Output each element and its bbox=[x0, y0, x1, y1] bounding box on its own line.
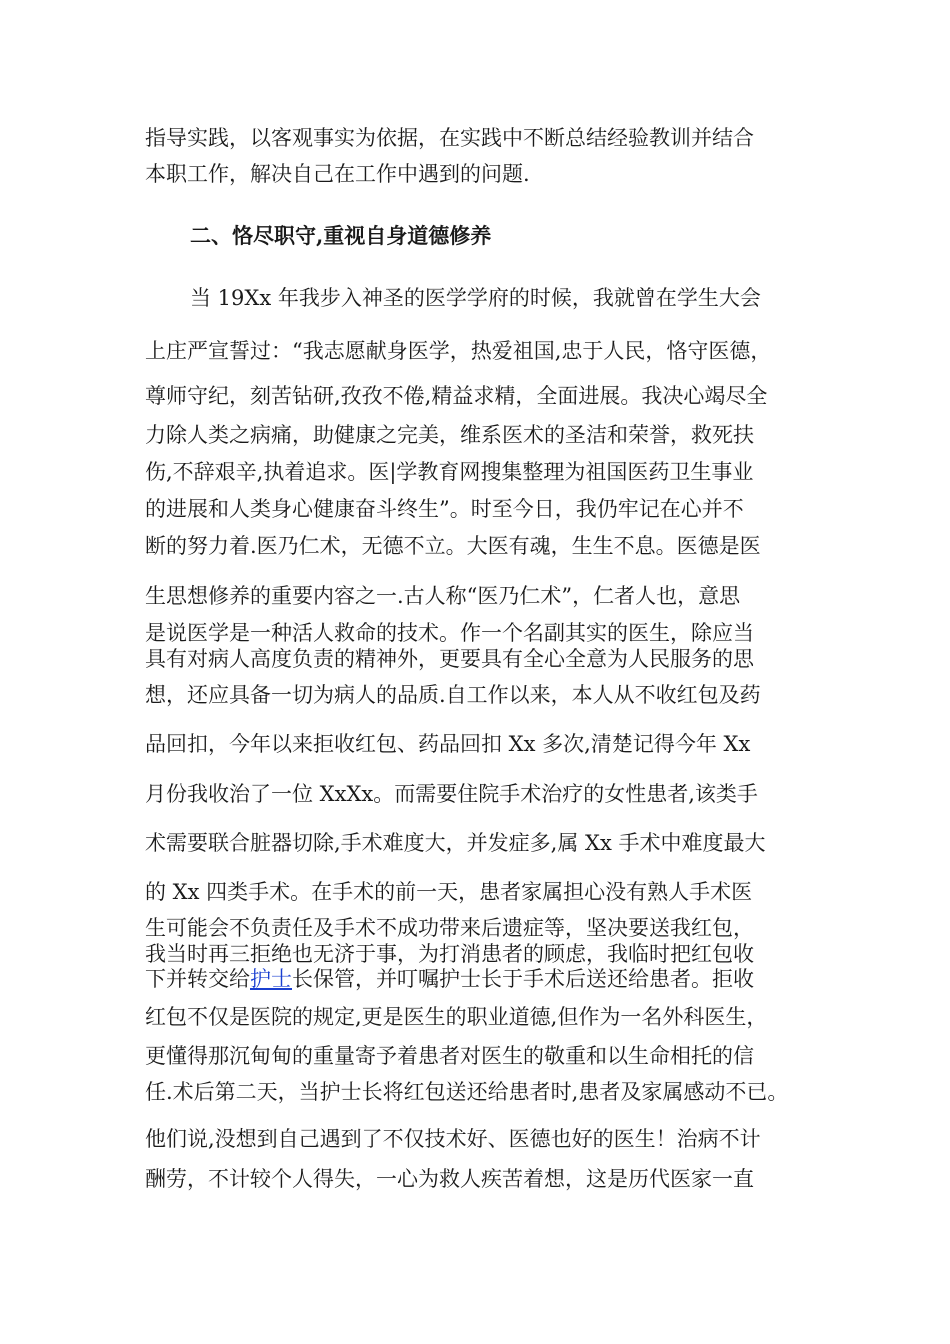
paragraph-line: 我当时再三拒绝也无济于事，为打消患者的顾虑，我临时把红包收 bbox=[145, 942, 754, 966]
paragraph-line: 想，还应具备一切为病人的品质.自工作以来，本人从不收红包及药 bbox=[145, 683, 761, 707]
line-text-before-link: 下并转交给 bbox=[145, 967, 250, 991]
paragraph-line: 是说医学是一种活人救命的技术。作一个名副其实的医生，除应当 bbox=[145, 621, 754, 645]
paragraph-line: 本职工作，解决自己在工作中遇到的问题. bbox=[145, 162, 530, 186]
line-text-after-link: 长保管，并叮嘱护士长于手术后送还给患者。拒收 bbox=[292, 967, 754, 991]
paragraph-line: 尊师守纪，刻苦钻研,孜孜不倦,精益求精，全面进展。我决心竭尽全 bbox=[145, 384, 768, 408]
paragraph-line: 术需要联合脏器切除,手术难度大，并发症多,属 Xx 手术中难度最大 bbox=[145, 831, 766, 855]
paragraph-line: 力除人类之病痛，助健康之完美，维系医术的圣洁和荣誉，救死扶 bbox=[145, 423, 754, 447]
paragraph-line bbox=[145, 966, 754, 992]
paragraph-line: 任.术后第二天，当护士长将红包送还给患者时,患者及家属感动不已。 bbox=[145, 1080, 789, 1104]
paragraph-line: 酬劳，不计较个人得失，一心为救人疾苦着想，这是历代医家一直 bbox=[145, 1167, 754, 1191]
paragraph-line: 伤,不辞艰辛,执着追求。医|学教育网搜集整理为祖国医药卫生事业 bbox=[145, 460, 754, 484]
paragraph-line: 红包不仅是医院的规定,更是医生的职业道德,但作为一名外科医生， bbox=[145, 1005, 768, 1029]
paragraph-line: 的进展和人类身心健康奋斗终生”。时至今日，我仍牢记在心并不 bbox=[145, 497, 744, 521]
paragraph-line: 断的努力着.医乃仁术，无德不立。大医有魂，生生不息。医德是医 bbox=[145, 534, 761, 558]
nurse-link[interactable]: 护士 bbox=[250, 967, 292, 991]
paragraph-line: 当 19Xx 年我步入神圣的医学学府的时候，我就曾在学生大会 bbox=[190, 286, 761, 310]
paragraph-line: 生思想修养的重要内容之一.古人称“医乃仁术”，仁者人也，意思 bbox=[145, 584, 741, 608]
paragraph-line: 月份我收治了一位 XxXx。而需要住院手术治疗的女性患者,该类手 bbox=[145, 782, 758, 806]
paragraph-line: 他们说,没想到自己遇到了不仅技术好、医德也好的医生！治病不计 bbox=[145, 1127, 761, 1151]
paragraph-line: 具有对病人高度负责的精神外，更要具有全心全意为人民服务的思 bbox=[145, 647, 754, 671]
paragraph-line: 更懂得那沉甸甸的重量寄予着患者对医生的敬重和以生命相托的信 bbox=[145, 1044, 754, 1068]
paragraph-line: 的 Xx 四类手术。在手术的前一天，患者家属担心没有熟人手术医 bbox=[145, 880, 753, 904]
paragraph-line: 品回扣，今年以来拒收红包、药品回扣 Xx 多次,清楚记得今年 Xx bbox=[145, 732, 751, 756]
paragraph-line: 生可能会不负责任及手术不成功带来后遗症等，坚决要送我红包， bbox=[145, 916, 754, 940]
paragraph-line: 指导实践，以客观事实为依据，在实践中不断总结经验教训并结合 bbox=[145, 126, 754, 150]
section-heading: 二、恪尽职守,重视自身道德修养 bbox=[190, 223, 492, 248]
paragraph-line: 上庄严宣誓过：“我志愿献身医学，热爱祖国,忠于人民，恪守医德， bbox=[145, 339, 772, 363]
